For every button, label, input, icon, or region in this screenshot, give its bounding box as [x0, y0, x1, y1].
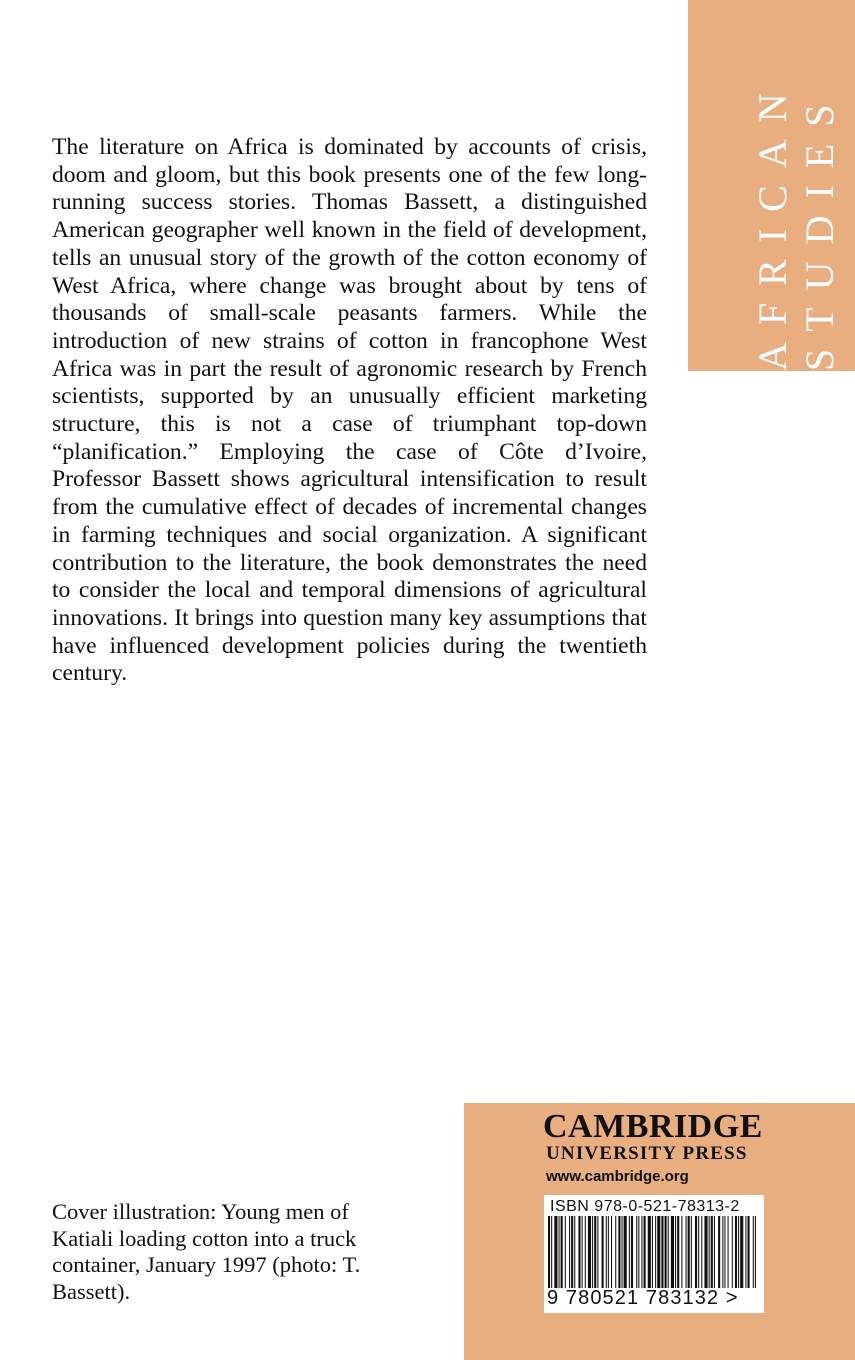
isbn-label: ISBN 978-0-521-78313-2 — [550, 1198, 740, 1215]
barcode-bar — [602, 1216, 604, 1288]
book-blurb: The literature on Africa is dominated by accounts of crisis, doom and gloom, but this book presents one of the few long-running success stories. Thomas Bassett, a distinguished American geographer well known in the field of development, tells an unusual story of the growth of the cotton economy of West Africa, where change was brought about by tens of thousands of small-scale peasants farmers. While the introduction of new strains of cotton in francophone West Africa was in part the result of agronomic research by French scientists, supported by an unusually efficient marketing structure, this is not a case of triumphant top-down “planification.” Employing the case of Côte d’Ivoire, Professor Bassett shows agricultural intensification to result from the cumulative effect of decades of incremental changes in farming techniques and social organization. A significant contribution to the literature, the book demonstrates the need to consider the local and temporal dimensions of agricultural innovations. It brings into question many key assumptions that have influenced development policies during the twentieth century. — [52, 134, 647, 687]
barcode-bar — [574, 1216, 575, 1288]
barcode-bar — [714, 1216, 715, 1288]
barcode-bar — [691, 1216, 692, 1288]
barcode-bar — [569, 1216, 570, 1288]
publisher-url: www.cambridge.org — [546, 1168, 689, 1185]
barcode-bar — [695, 1216, 697, 1288]
barcode-bar — [588, 1216, 591, 1288]
barcode-bar — [594, 1216, 596, 1288]
barcode-bar — [592, 1216, 593, 1288]
barcode-bar — [554, 1216, 557, 1288]
barcode-bar — [551, 1216, 552, 1288]
barcode-bar — [641, 1216, 642, 1288]
barcode-bar — [631, 1216, 633, 1288]
barcode-bar — [686, 1216, 687, 1288]
barcode-bar — [657, 1216, 660, 1288]
barcode-bar — [648, 1216, 651, 1288]
barcode-bar — [711, 1216, 713, 1288]
barcode-bar — [740, 1216, 743, 1288]
barcode-bar — [655, 1216, 656, 1288]
barcode-bar — [671, 1216, 674, 1288]
barcode-bar — [618, 1216, 620, 1288]
barcode-bar — [677, 1216, 679, 1288]
barcode-bars — [548, 1216, 760, 1288]
barcode-bar — [724, 1216, 725, 1288]
barcode-bar — [608, 1216, 609, 1288]
barcode-bar — [561, 1216, 563, 1288]
barcode-bar — [698, 1216, 699, 1288]
barcode-bar — [548, 1216, 550, 1288]
series-title-studies: STUDIES — [797, 87, 842, 371]
barcode-bar — [597, 1216, 598, 1288]
barcode-bar — [745, 1216, 746, 1288]
barcode-bar — [718, 1216, 720, 1288]
cover-caption: Cover illustration: Young men of Katiali loading cotton into a truck container, January 1997 (photo: T. Bassett). — [52, 1199, 361, 1304]
barcode-bar — [636, 1216, 637, 1288]
barcode-bar — [615, 1216, 616, 1288]
barcode-bar — [565, 1216, 566, 1288]
barcode-bar — [722, 1216, 723, 1288]
publisher-name: CAMBRIDGE — [543, 1108, 763, 1145]
barcode-bar — [675, 1216, 676, 1288]
barcode-bar — [732, 1216, 733, 1288]
barcode-bar — [753, 1216, 754, 1288]
barcode-bar — [748, 1216, 750, 1288]
barcode-bar — [622, 1216, 623, 1288]
barcode-bar — [582, 1216, 583, 1288]
series-title-african: AFRICAN — [750, 76, 795, 371]
barcode-bar — [611, 1216, 612, 1288]
barcode-bar — [704, 1216, 707, 1288]
barcode-bar — [571, 1216, 573, 1288]
barcode-bar — [559, 1216, 560, 1288]
barcode-bar — [665, 1216, 667, 1288]
barcode-bar — [755, 1216, 756, 1288]
barcode-bar — [709, 1216, 710, 1288]
barcode-bar — [728, 1216, 729, 1288]
barcode-bar — [578, 1216, 580, 1288]
barcode-bar — [735, 1216, 737, 1288]
barcode-bar — [624, 1216, 627, 1288]
barcode-bar — [606, 1216, 607, 1288]
barcode-digits: 9 780521 783132 > — [547, 1287, 739, 1309]
barcode-bar — [585, 1216, 586, 1288]
barcode-bar — [738, 1216, 739, 1288]
publisher-press: UNIVERSITY PRESS — [546, 1143, 748, 1164]
barcode-bar — [644, 1216, 646, 1288]
barcode-bar — [652, 1216, 653, 1288]
barcode-bar — [668, 1216, 669, 1288]
barcode-bar — [688, 1216, 690, 1288]
barcode-bar — [638, 1216, 639, 1288]
barcode-bar — [701, 1216, 702, 1288]
barcode-bar — [681, 1216, 682, 1288]
barcode-bar — [629, 1216, 630, 1288]
barcode-bar — [661, 1216, 663, 1288]
